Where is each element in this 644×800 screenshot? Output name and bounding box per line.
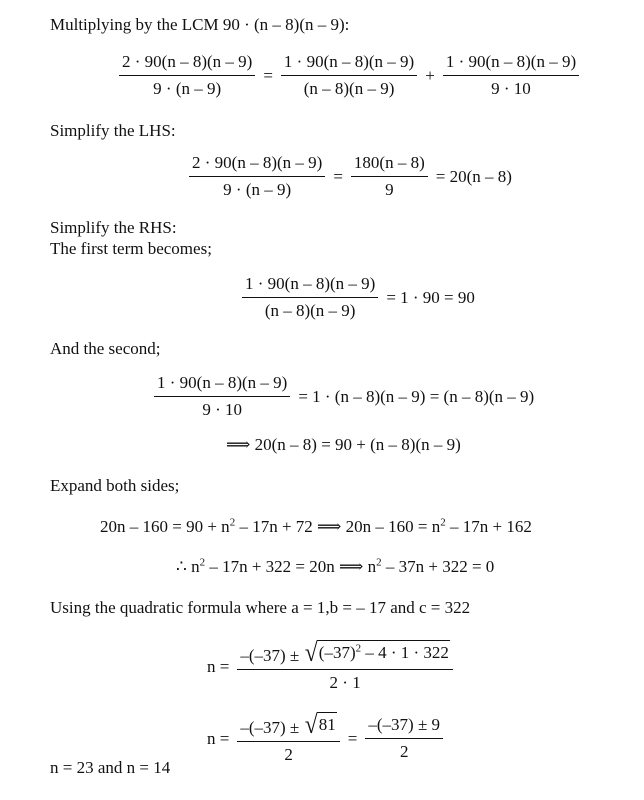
denominator: 9: [385, 180, 394, 200]
n-equals: n =: [207, 657, 230, 677]
expr-part-c: – 37n + 322 = 0: [381, 557, 495, 576]
expr-part-a: 20n – 160 = 90 + n: [100, 517, 230, 536]
equals-sign: =: [347, 729, 358, 749]
numerator-prefix: –(–37) ±: [240, 646, 300, 665]
simplify-rhs-heading: Simplify the RHS:: [50, 218, 177, 237]
fraction-quadratic: [237, 640, 453, 694]
exponent: 2: [199, 556, 206, 569]
denominator: 2: [284, 745, 293, 765]
square-root: [304, 640, 450, 666]
equals-sign: =: [263, 66, 273, 86]
quadratic-formula-text: Using the quadratic formula where a = 1,b = – 17 and c = 322: [50, 598, 471, 617]
expr-part-a: ∴ n: [176, 557, 200, 576]
equation-lhs-simplified: [185, 153, 516, 201]
fraction-term-1: [281, 52, 417, 100]
numerator: [237, 640, 453, 670]
numerator: –(–37) ± 9: [365, 715, 443, 739]
equation-expanded: [100, 518, 532, 535]
exponent: 2: [355, 642, 362, 655]
square-root: [304, 712, 337, 738]
radical-sign: √: [304, 638, 318, 667]
fraction-root: [237, 712, 339, 766]
expr-part-b: – 17n + 72 ⟹ 20n – 160 = n: [235, 517, 441, 536]
radicand-base: (–37): [318, 643, 356, 662]
denominator: 2: [399, 742, 409, 762]
fraction-lhs: [119, 52, 255, 100]
equals-sign: =: [333, 167, 343, 187]
n-equals: n =: [207, 729, 230, 749]
fraction-result: [365, 715, 443, 763]
first-term-result: = 1 · 90 = 90: [386, 288, 475, 308]
intro-text: Multiplying by the LCM 90 · (n – 8)(n – 9):: [50, 15, 350, 34]
fraction-simplified: [351, 153, 428, 201]
expr-part-b: – 17n + 322 = 20n ⟹ n: [205, 557, 377, 576]
expr-part-c: – 17n + 162: [445, 517, 532, 536]
denominator: 2 · 1: [329, 673, 361, 693]
numerator: 1 · 90(n – 8)(n – 9): [242, 274, 378, 298]
numerator: 180(n – 8): [351, 153, 428, 177]
denominator: 9 · (n – 9): [223, 180, 292, 200]
second-term-result: = 1 · (n – 8)(n – 9) = (n – 8)(n – 9): [298, 387, 535, 407]
equation-first-term: [238, 274, 479, 322]
radicand: 81: [317, 712, 337, 738]
fraction-term-2: [443, 52, 579, 100]
numerator: 2 · 90(n – 8)(n – 9): [189, 153, 325, 177]
simplify-lhs-heading: Simplify the LHS:: [50, 121, 176, 140]
exponent: 2: [440, 516, 446, 529]
denominator: (n – 8)(n – 9): [303, 79, 395, 99]
equation-lcm-multiply: [115, 52, 583, 100]
radicand: [317, 640, 450, 666]
lhs-result: = 20(n – 8): [435, 167, 512, 187]
equation-quadratic-form: [176, 558, 494, 575]
fraction-lhs: [189, 153, 325, 201]
plus-sign: +: [425, 66, 435, 86]
equation-second-term: [150, 373, 538, 421]
numerator: 1 · 90(n – 8)(n – 9): [154, 373, 290, 397]
denominator: 9 · 10: [491, 79, 531, 99]
numerator: 1 · 90(n – 8)(n – 9): [281, 52, 417, 76]
equation-quadratic-substituted: [203, 640, 457, 694]
fraction-second-term: [154, 373, 290, 421]
numerator-prefix: –(–37) ±: [240, 718, 300, 737]
denominator: (n – 8)(n – 9): [264, 301, 356, 321]
radical-sign: √: [304, 710, 318, 739]
numerator: 1 · 90(n – 8)(n – 9): [443, 52, 579, 76]
denominator: 9 · 10: [202, 400, 242, 420]
radicand-rest: – 4 · 1 · 322: [361, 643, 449, 662]
denominator: 9 · (n – 9): [153, 79, 222, 99]
and-second-text: And the second;: [50, 339, 161, 358]
exponent: 2: [376, 556, 382, 569]
equation-combined: ⟹ 20(n – 8) = 90 + (n – 8)(n – 9): [226, 435, 461, 454]
exponent: 2: [229, 516, 236, 529]
fraction-first-term: [242, 274, 378, 322]
final-answer: n = 23 and n = 14: [50, 758, 171, 777]
numerator: [237, 712, 339, 742]
equation-quadratic-evaluated: [203, 712, 447, 766]
expand-text: Expand both sides;: [50, 476, 180, 495]
first-term-text: The first term becomes;: [50, 239, 212, 258]
numerator: 2 · 90(n – 8)(n – 9): [119, 52, 255, 76]
